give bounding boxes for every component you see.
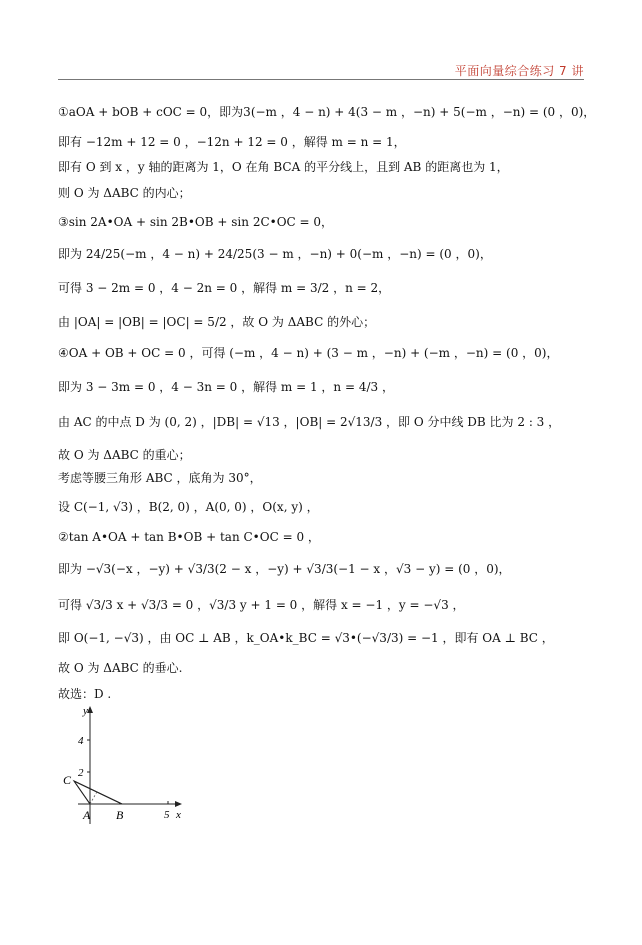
height-line	[90, 790, 98, 804]
solution-line: 即有 O 到 x ，y 轴的距离为 1，O 在角 BCA 的平分线上，且到 AB 的距离也为 1，	[58, 160, 509, 174]
solution-line: 可得 3 − 2m = 0 ，4 − 2n = 0 ，解得 m = 3/2 ，n = 2，	[58, 281, 391, 295]
x-axis-label: x	[176, 809, 181, 821]
solution-line: ①aOA + bOB + cOC = 0，即为3(−m ，4 − n) + 4(3 − m ，−n) + 5(−m ，−n) = (0 ，0)，	[58, 105, 596, 119]
solution-line: 考虑等腰三角形 ABC ，底角为 30°，	[58, 471, 262, 485]
solution-line: 即为 −√3(−x ，−y) + √3/3(2 − x ，−y) + √3/3(−1 − x ，√3 − y) = (0 ，0)，	[58, 562, 511, 576]
point-label-b: B	[116, 808, 124, 822]
solution-line: 故 O 为 ΔABC 的重心；	[58, 448, 191, 462]
solution-line: 即有 −12m + 12 = 0 ，−12n + 12 = 0 ，解得 m = n = 1，	[58, 135, 406, 149]
solution-line: 可得 √3/3 x + √3/3 = 0 ，√3/3 y + 1 = 0 ，解得 x = −1 ，y = −√3 ，	[58, 598, 465, 612]
solution-line: 即为 24/25(−m ，4 − n) + 24/25(3 − m ，−n) + 0(−m ，−n) = (0 ，0)，	[58, 247, 492, 261]
y-axis-label: y	[83, 705, 88, 717]
point-label-a: A	[83, 808, 91, 822]
y-axis-arrow	[87, 706, 93, 713]
coordinate-graph	[52, 700, 192, 830]
solution-line: 故选：D .	[58, 687, 112, 701]
solution-line: ②tan A•OA + tan B•OB + tan C•OC = 0 ，	[58, 530, 320, 544]
page-header	[58, 60, 584, 80]
solution-line: 即为 3 − 3m = 0 ，4 − 3n = 0 ，解得 m = 1 ，n = 4/3 ，	[58, 380, 394, 394]
solution-line: 即 O(−1, −√3) ，由 OC ⊥ AB ，k_OA•k_BC = √3•(−√3/3) = −1 ，即有 OA ⊥ BC ，	[58, 631, 554, 645]
header-rule	[58, 79, 584, 80]
x-axis-arrow	[175, 801, 182, 807]
solution-line: 故 O 为 ΔABC 的垂心.	[58, 661, 183, 675]
header-title: 平面向量综合练习 7 讲	[454, 64, 584, 78]
solution-line: 由 |OA| = |OB| = |OC| = 5/2 ，故 O 为 ΔABC 的外心；	[58, 315, 376, 329]
x-tick-label: 5	[164, 809, 170, 821]
y-tick-label: 4	[78, 735, 84, 747]
y-tick-label: 2	[78, 767, 84, 779]
solution-line: 则 O 为 ΔABC 的内心；	[58, 186, 191, 200]
point-label-c: C	[63, 773, 72, 787]
solution-line: 设 C(−1, √3) ，B(2, 0) ，A(0, 0) ，O(x, y) ，	[58, 500, 319, 514]
solution-line: ④OA + OB + OC = 0 ，可得 (−m ，4 − n) + (3 − m ，−n) + (−m ，−n) = (0 ，0)，	[58, 346, 559, 360]
triangle-edge-cb	[74, 781, 122, 804]
solution-line: 由 AC 的中点 D 为 (0, 2) ，|DB| = √13 ，|OB| = 2√13/3 ，即 O 分中线 DB 比为 2 : 3 ，	[58, 415, 561, 429]
solution-line: ③sin 2A•OA + sin 2B•OB + sin 2C•OC = 0，	[58, 215, 334, 229]
